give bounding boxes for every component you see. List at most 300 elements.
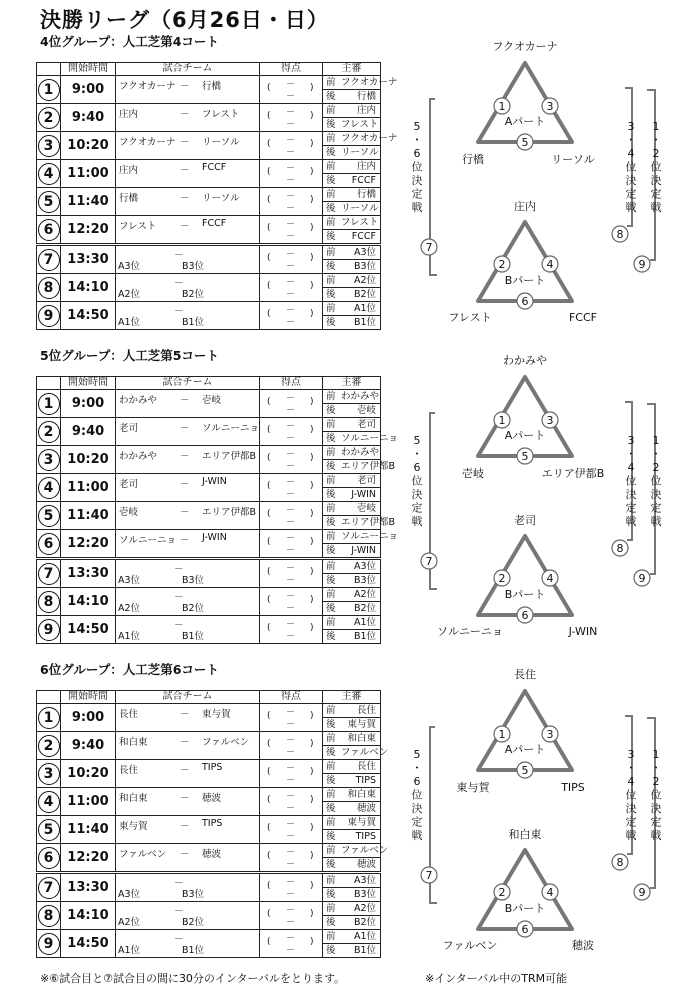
match-circle-4-label: 4 xyxy=(546,572,554,585)
match-number: 8 xyxy=(38,277,60,299)
group-title: 6位グループ：人工芝第6コート xyxy=(40,662,219,677)
start-time: 14:10 xyxy=(61,902,116,930)
referee-team: 和白東 xyxy=(347,789,376,800)
away-team: ファルベン xyxy=(202,737,250,748)
referee-team: A2位 xyxy=(353,589,376,600)
match-circle-8-label: 8 xyxy=(616,228,624,241)
score-open-paren: ( xyxy=(267,111,271,121)
team-b-right: FCCF xyxy=(568,311,598,324)
match-number: 1 xyxy=(38,79,60,101)
referee-half-label: 後 xyxy=(326,91,336,102)
home-team: 和白東 xyxy=(119,737,148,748)
match-number: 5 xyxy=(38,505,60,527)
referee-cell xyxy=(323,446,396,474)
triangle-a xyxy=(478,691,572,770)
match-number: 4 xyxy=(38,163,60,185)
referee-cell xyxy=(323,530,399,559)
svg-text:位: 位 xyxy=(650,160,662,174)
away-team: リーソル xyxy=(202,137,240,148)
score-cell[interactable] xyxy=(260,104,323,132)
score-close-paren: ) xyxy=(310,823,314,833)
home-team: 庄内 xyxy=(119,109,139,120)
svg-text:5: 5 xyxy=(413,748,421,761)
match-circle-4 xyxy=(542,570,558,586)
referee-first xyxy=(323,760,380,773)
start-time: 12:20 xyxy=(61,844,116,873)
referee-cell xyxy=(323,216,381,245)
score-cell[interactable] xyxy=(260,446,323,474)
score-cell[interactable] xyxy=(260,930,323,958)
away-team: 穂波 xyxy=(202,793,222,804)
label-56-vertical xyxy=(412,120,423,214)
match-circle-9 xyxy=(634,570,650,586)
score-cell[interactable] xyxy=(260,844,323,873)
page-title: 決勝リーグ（6月26日・日） xyxy=(40,8,329,32)
referee-second xyxy=(323,173,380,187)
vs-dash: － xyxy=(180,793,190,804)
score-cell[interactable] xyxy=(260,788,323,816)
part-a-label: Aパート xyxy=(504,115,546,128)
score-cell[interactable] xyxy=(260,132,323,160)
score-open-paren: ( xyxy=(267,425,271,435)
referee-team: FCCF xyxy=(351,175,376,186)
match-number: 8 xyxy=(38,905,60,927)
referee-first xyxy=(323,732,380,745)
score-close-paren: ) xyxy=(310,453,314,463)
score-dash-top: － xyxy=(286,478,296,488)
start-time: 12:20 xyxy=(61,216,116,245)
match-number-cell xyxy=(37,902,61,930)
score-close-paren: ) xyxy=(310,567,314,577)
match-circle-3 xyxy=(542,726,558,742)
score-cell[interactable] xyxy=(260,502,323,530)
home-team: フレスト xyxy=(119,221,157,232)
referee-half-label: 後 xyxy=(326,603,336,614)
match-circle-3 xyxy=(542,412,558,428)
match-number: 2 xyxy=(38,421,60,443)
match-circle-3-label: 3 xyxy=(546,414,554,427)
score-close-paren: ) xyxy=(310,795,314,805)
triangle-a xyxy=(478,377,572,456)
score-cell[interactable] xyxy=(260,588,323,616)
svg-text:・: ・ xyxy=(650,133,662,147)
label-12-vertical xyxy=(651,120,662,214)
match-row xyxy=(37,760,381,788)
header-teams: 試合チーム xyxy=(116,691,260,704)
referee-first xyxy=(323,930,380,943)
teams-cell xyxy=(116,188,260,216)
score-dash-top: － xyxy=(286,80,296,90)
score-dash-top: － xyxy=(286,878,296,888)
svg-text:位: 位 xyxy=(650,788,662,802)
score-dash-top: － xyxy=(286,136,296,146)
start-time: 9:00 xyxy=(61,390,116,418)
start-time: 11:40 xyxy=(61,188,116,216)
match-circle-1 xyxy=(494,98,510,114)
teams-cell xyxy=(116,474,260,502)
referee-half-label: 後 xyxy=(326,175,336,186)
score-open-paren: ( xyxy=(267,509,271,519)
referee-half-label: 前 xyxy=(326,817,336,828)
referee-half-label: 前 xyxy=(326,447,336,458)
referee-team: ファルベン xyxy=(341,747,389,758)
score-close-paren: ) xyxy=(310,195,314,205)
match-row xyxy=(37,502,381,530)
referee-half-label: 後 xyxy=(326,147,336,158)
score-dash-top: － xyxy=(286,250,296,260)
score-cell[interactable] xyxy=(260,616,323,644)
match-row xyxy=(37,902,381,930)
svg-text:戦: 戦 xyxy=(650,829,662,842)
referee-second xyxy=(323,145,380,159)
score-open-paren: ( xyxy=(267,453,271,463)
score-cell[interactable] xyxy=(260,418,323,446)
referee-team: フクオカーナ xyxy=(341,133,398,144)
match-row xyxy=(37,160,381,188)
team-a-left: 行橋 xyxy=(462,153,484,166)
score-cell[interactable] xyxy=(260,902,323,930)
start-time: 13:30 xyxy=(61,873,116,902)
match-number-cell xyxy=(37,816,61,844)
start-time: 11:00 xyxy=(61,160,116,188)
score-close-paren: ) xyxy=(310,767,314,777)
match-number-cell xyxy=(37,732,61,760)
away-team: B3位 xyxy=(182,889,205,900)
referee-team: A3位 xyxy=(353,247,376,258)
teams-cell xyxy=(116,873,260,902)
match-row xyxy=(37,873,381,902)
score-dash-bottom: － xyxy=(286,720,296,730)
vs-dash: － xyxy=(174,934,184,945)
match-number-cell xyxy=(37,760,61,788)
match-circle-5-label: 5 xyxy=(521,136,529,149)
score-close-paren: ) xyxy=(310,739,314,749)
svg-text:位: 位 xyxy=(650,474,662,488)
referee-second xyxy=(323,915,380,929)
match-number: 9 xyxy=(38,933,60,955)
svg-text:2: 2 xyxy=(652,775,660,788)
match-number-cell xyxy=(37,588,61,616)
home-team: 壱岐 xyxy=(119,507,139,518)
svg-text:定: 定 xyxy=(411,815,423,829)
away-team: J-WIN xyxy=(202,476,227,487)
match-row xyxy=(37,274,381,302)
svg-text:位: 位 xyxy=(625,788,637,802)
referee-team: ファルベン xyxy=(341,845,389,856)
part-a-label: Aパート xyxy=(504,429,546,442)
vs-dash: － xyxy=(180,709,190,720)
score-open-paren: ( xyxy=(267,139,271,149)
referee-cell xyxy=(323,732,389,760)
vs-dash: － xyxy=(180,81,190,92)
referee-cell xyxy=(323,844,389,873)
match-circle-7 xyxy=(421,553,437,569)
referee-cell xyxy=(323,816,381,844)
score-cell[interactable] xyxy=(260,216,323,245)
referee-half-label: 後 xyxy=(326,775,336,786)
score-close-paren: ) xyxy=(310,111,314,121)
referee-half-label: 後 xyxy=(326,831,336,842)
referee-half-label: 後 xyxy=(326,803,336,814)
match-number-cell xyxy=(37,274,61,302)
referee-team: 庄内 xyxy=(356,105,376,116)
vs-dash: － xyxy=(174,564,184,575)
away-team: B2位 xyxy=(182,289,205,300)
svg-text:6: 6 xyxy=(413,461,421,474)
header-time: 開始時間 xyxy=(61,691,116,704)
start-time: 9:40 xyxy=(61,418,116,446)
svg-text:1: 1 xyxy=(652,120,660,133)
referee-half-label: 後 xyxy=(326,945,336,956)
team-b-right: J-WIN xyxy=(568,625,598,638)
referee-half-label: 前 xyxy=(326,77,336,88)
match-circle-5 xyxy=(517,448,533,464)
home-team: フクオカーナ xyxy=(119,137,176,148)
part-a-label: Aパート xyxy=(504,743,546,756)
match-number-cell xyxy=(37,216,61,245)
score-dash-top: － xyxy=(286,736,296,746)
referee-half-label: 後 xyxy=(326,489,336,500)
svg-text:・: ・ xyxy=(411,761,423,775)
team-a-left: 壱岐 xyxy=(462,467,484,480)
match-circle-6-label: 6 xyxy=(521,609,529,622)
match-row xyxy=(37,704,381,732)
bracket-diagram xyxy=(395,666,695,956)
score-cell[interactable] xyxy=(260,816,323,844)
score-cell[interactable] xyxy=(260,160,323,188)
referee-cell xyxy=(323,704,381,732)
svg-text:・: ・ xyxy=(411,447,423,461)
team-b-left: ソルニーニョ xyxy=(437,625,503,638)
match-circle-9-label: 9 xyxy=(638,258,646,271)
referee-team: エリア伊都B xyxy=(341,517,396,528)
svg-text:決: 決 xyxy=(411,174,423,187)
away-team: 東与賀 xyxy=(202,709,231,720)
score-close-paren: ) xyxy=(310,139,314,149)
away-team: ソルニーニョ xyxy=(202,423,260,434)
score-cell[interactable] xyxy=(260,474,323,502)
match-circle-1-label: 1 xyxy=(498,100,506,113)
teams-cell xyxy=(116,816,260,844)
match-circle-1 xyxy=(494,412,510,428)
referee-team: TIPS xyxy=(355,775,376,786)
header-teams: 試合チーム xyxy=(116,377,260,390)
score-cell[interactable] xyxy=(260,530,323,559)
vs-dash: － xyxy=(174,878,184,889)
referee-half-label: 前 xyxy=(326,531,336,542)
away-team: TIPS xyxy=(202,762,223,773)
score-cell[interactable] xyxy=(260,274,323,302)
match-circle-1 xyxy=(494,726,510,742)
home-team: A3位 xyxy=(118,575,141,586)
referee-team: リーソル xyxy=(341,203,379,214)
referee-team: B1位 xyxy=(353,631,376,642)
teams-cell xyxy=(116,245,260,274)
part-b-label: Bパート xyxy=(504,902,546,915)
match-row xyxy=(37,446,381,474)
svg-text:・: ・ xyxy=(625,447,637,461)
score-open-paren: ( xyxy=(267,281,271,291)
score-dash-bottom: － xyxy=(286,176,296,186)
match-row xyxy=(37,732,381,760)
referee-team: B3位 xyxy=(353,575,376,586)
svg-text:5: 5 xyxy=(413,434,421,447)
team-a-left: 東与賀 xyxy=(456,781,490,794)
referee-second xyxy=(323,601,380,615)
referee-cell xyxy=(323,76,398,104)
header-referee: 主審 xyxy=(323,63,381,76)
score-dash-top: － xyxy=(286,764,296,774)
score-dash-bottom: － xyxy=(286,434,296,444)
vs-dash: － xyxy=(180,137,190,148)
score-cell[interactable] xyxy=(260,559,323,588)
referee-second xyxy=(323,431,399,445)
score-dash-bottom: － xyxy=(286,318,296,328)
vs-dash: － xyxy=(180,109,190,120)
group-title: 5位グループ：人工芝第5コート xyxy=(40,348,219,363)
teams-cell xyxy=(116,274,260,302)
referee-team: 穂波 xyxy=(356,859,376,870)
score-dash-top: － xyxy=(286,708,296,718)
referee-team: リーソル xyxy=(341,147,379,158)
referee-half-label: 後 xyxy=(326,261,336,272)
teams-cell xyxy=(116,559,260,588)
match-circle-9-label: 9 xyxy=(638,886,646,899)
match-number: 3 xyxy=(38,449,60,471)
match-number-cell xyxy=(37,104,61,132)
referee-team: A2位 xyxy=(353,903,376,914)
home-team: A1位 xyxy=(118,317,141,328)
referee-cell xyxy=(323,132,398,160)
score-cell[interactable] xyxy=(260,704,323,732)
referee-second xyxy=(323,117,380,131)
score-open-paren: ( xyxy=(267,623,271,633)
score-dash-top: － xyxy=(286,592,296,602)
referee-team: B3位 xyxy=(353,261,376,272)
svg-text:2: 2 xyxy=(652,147,660,160)
score-open-paren: ( xyxy=(267,795,271,805)
referee-half-label: 前 xyxy=(326,475,336,486)
match-number: 7 xyxy=(38,877,60,899)
score-dash-top: － xyxy=(286,620,296,630)
match-circle-8 xyxy=(612,226,628,242)
referee-team: 老司 xyxy=(356,475,376,486)
score-cell[interactable] xyxy=(260,76,323,104)
team-b-right: 穂波 xyxy=(572,939,594,952)
score-dash-top: － xyxy=(286,534,296,544)
teams-cell xyxy=(116,132,260,160)
vs-dash: － xyxy=(180,193,190,204)
home-team: A2位 xyxy=(118,289,141,300)
match-number-cell xyxy=(37,390,61,418)
match-row xyxy=(37,216,381,245)
match-row xyxy=(37,588,381,616)
match-number: 2 xyxy=(38,735,60,757)
referee-second xyxy=(323,287,380,301)
vs-dash: － xyxy=(180,765,190,776)
home-team: A2位 xyxy=(118,917,141,928)
svg-text:決: 決 xyxy=(650,488,662,501)
match-number: 5 xyxy=(38,191,60,213)
match-circle-2-label: 2 xyxy=(498,886,506,899)
away-team: 行橋 xyxy=(202,81,222,92)
label-56-vertical xyxy=(412,434,423,528)
score-cell[interactable] xyxy=(260,732,323,760)
match-number: 8 xyxy=(38,591,60,613)
score-dash-bottom: － xyxy=(286,148,296,158)
match-number-cell xyxy=(37,502,61,530)
match-circle-8 xyxy=(612,854,628,870)
score-cell[interactable] xyxy=(260,245,323,274)
referee-half-label: 後 xyxy=(326,433,336,444)
referee-team: フレスト xyxy=(341,217,379,228)
away-team: エリア伊都B xyxy=(202,507,257,518)
referee-team: J-WIN xyxy=(351,545,376,556)
referee-half-label: 前 xyxy=(326,419,336,430)
referee-cell xyxy=(323,902,381,930)
match-circle-5 xyxy=(517,134,533,150)
score-cell[interactable] xyxy=(260,302,323,330)
score-dash-top: － xyxy=(286,820,296,830)
match-circle-2 xyxy=(494,570,510,586)
svg-text:位: 位 xyxy=(625,160,637,174)
match-circle-9 xyxy=(634,256,650,272)
referee-half-label: 前 xyxy=(326,761,336,772)
score-open-paren: ( xyxy=(267,881,271,891)
svg-text:定: 定 xyxy=(625,187,637,201)
referee-first xyxy=(323,216,380,229)
header-score: 得点 xyxy=(260,377,323,390)
teams-cell xyxy=(116,216,260,245)
away-team: 壱岐 xyxy=(202,395,222,406)
svg-text:位: 位 xyxy=(411,160,423,174)
header-row xyxy=(37,63,381,76)
vs-dash: － xyxy=(174,906,184,917)
score-cell[interactable] xyxy=(260,873,323,902)
score-cell[interactable] xyxy=(260,760,323,788)
match-circle-5 xyxy=(517,762,533,778)
referee-half-label: 後 xyxy=(326,461,336,472)
match-circle-2-label: 2 xyxy=(498,572,506,585)
score-close-paren: ) xyxy=(310,425,314,435)
score-dash-bottom: － xyxy=(286,776,296,786)
svg-text:戦: 戦 xyxy=(411,829,423,842)
svg-text:戦: 戦 xyxy=(625,201,637,214)
teams-cell xyxy=(116,390,260,418)
match-number-cell xyxy=(37,160,61,188)
score-close-paren: ) xyxy=(310,595,314,605)
triangle-a xyxy=(478,63,572,142)
start-time: 12:20 xyxy=(61,530,116,559)
score-open-paren: ( xyxy=(267,711,271,721)
referee-second xyxy=(323,573,380,587)
bracket-diagram xyxy=(395,38,695,328)
match-circle-6 xyxy=(517,293,533,309)
referee-first xyxy=(323,132,398,145)
team-a-top: わかみや xyxy=(503,354,547,367)
svg-text:戦: 戦 xyxy=(625,515,637,528)
referee-second xyxy=(323,487,380,501)
svg-text:決: 決 xyxy=(625,488,637,501)
referee-first xyxy=(323,446,380,459)
referee-team: B2位 xyxy=(353,603,376,614)
match-number-cell xyxy=(37,530,61,559)
match-number: 5 xyxy=(38,819,60,841)
score-cell[interactable] xyxy=(260,188,323,216)
schedule-table xyxy=(36,376,399,644)
score-cell[interactable] xyxy=(260,390,323,418)
teams-cell xyxy=(116,844,260,873)
